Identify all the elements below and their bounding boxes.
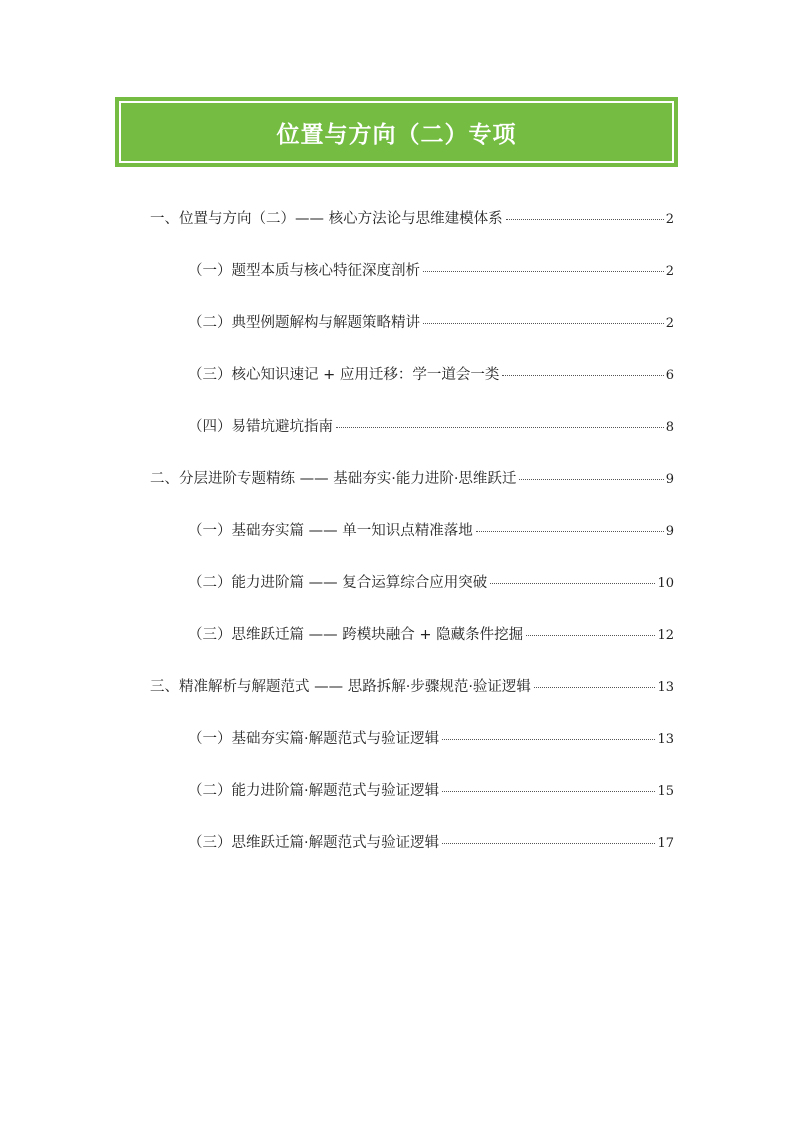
toc-entry[interactable] xyxy=(188,573,674,594)
title-banner-frame xyxy=(119,101,674,163)
toc-entry-label: （二）能力进阶篇 —— 复合运算综合应用突破 xyxy=(188,575,488,591)
toc-leader-dots xyxy=(442,843,655,844)
page-title: 位置与方向（二）专项 xyxy=(276,121,517,148)
toc-entry-page: 13 xyxy=(657,732,674,747)
toc-leader-dots xyxy=(442,739,655,740)
toc-entry-page: 2 xyxy=(665,264,674,279)
toc-entry-label: 二、分层进阶专题精练 —— 基础夯实·能力进阶·思维跃迁 xyxy=(150,471,517,487)
toc-entry-label: （二）能力进阶篇·解题范式与验证逻辑 xyxy=(188,783,440,799)
toc-entry-page: 12 xyxy=(657,628,674,643)
toc-entry-label: （二）典型例题解构与解题策略精讲 xyxy=(188,315,420,331)
toc-entry[interactable] xyxy=(188,521,674,542)
toc-entry-page: 2 xyxy=(665,316,674,331)
toc-entry[interactable] xyxy=(188,781,674,802)
toc-leader-dots xyxy=(534,687,656,688)
toc-leader-dots xyxy=(526,635,655,636)
toc-entry-page: 9 xyxy=(665,524,674,539)
toc-entry-label: （四）易错坑避坑指南 xyxy=(188,419,333,435)
toc-leader-dots xyxy=(502,375,663,376)
toc-leader-dots xyxy=(423,271,664,272)
toc-entry-page: 10 xyxy=(657,576,674,591)
toc-entry-page: 9 xyxy=(665,472,674,487)
toc-entry-label: （一）基础夯实篇 —— 单一知识点精准落地 xyxy=(188,523,473,539)
toc-entry-label: （三）思维跃迁篇 —— 跨模块融合 + 隐藏条件挖掘 xyxy=(188,627,524,643)
toc-entry-page: 13 xyxy=(657,680,674,695)
toc-entry[interactable] xyxy=(188,261,674,282)
toc-entry[interactable] xyxy=(188,365,674,386)
toc-entry-label: 三、精准解析与解题范式 —— 思路拆解·步骤规范·验证逻辑 xyxy=(150,679,531,695)
toc-entry[interactable] xyxy=(188,625,674,646)
toc-entry-page: 15 xyxy=(657,784,674,799)
toc-leader-dots xyxy=(506,219,664,220)
toc-leader-dots xyxy=(490,583,655,584)
toc-entry[interactable] xyxy=(150,469,674,490)
toc-entry-page: 8 xyxy=(665,420,674,435)
toc-entry[interactable] xyxy=(188,417,674,438)
toc-entry[interactable] xyxy=(150,677,674,698)
toc-entry-label: （一）题型本质与核心特征深度剖析 xyxy=(188,263,420,279)
toc-leader-dots xyxy=(519,479,663,480)
toc-leader-dots xyxy=(476,531,664,532)
toc-entry-label: （三）思维跃迁篇·解题范式与验证逻辑 xyxy=(188,835,440,851)
toc-leader-dots xyxy=(423,323,664,324)
toc-entry-page: 6 xyxy=(665,368,674,383)
title-banner xyxy=(115,97,678,167)
toc-entry-label: （一）基础夯实篇·解题范式与验证逻辑 xyxy=(188,731,440,747)
toc-entry-label: 一、位置与方向（二）—— 核心方法论与思维建模体系 xyxy=(150,211,503,227)
toc-entry[interactable] xyxy=(188,313,674,334)
toc-leader-dots xyxy=(442,791,655,792)
toc-entry[interactable] xyxy=(188,729,674,750)
toc-leader-dots xyxy=(336,427,664,428)
toc-entry-page: 17 xyxy=(657,836,674,851)
toc-entry-label: （三）核心知识速记 + 应用迁移：学一道会一类 xyxy=(188,367,500,383)
toc-entry[interactable] xyxy=(150,209,674,230)
toc-entry[interactable] xyxy=(188,833,674,854)
toc-entry-page: 2 xyxy=(665,212,674,227)
